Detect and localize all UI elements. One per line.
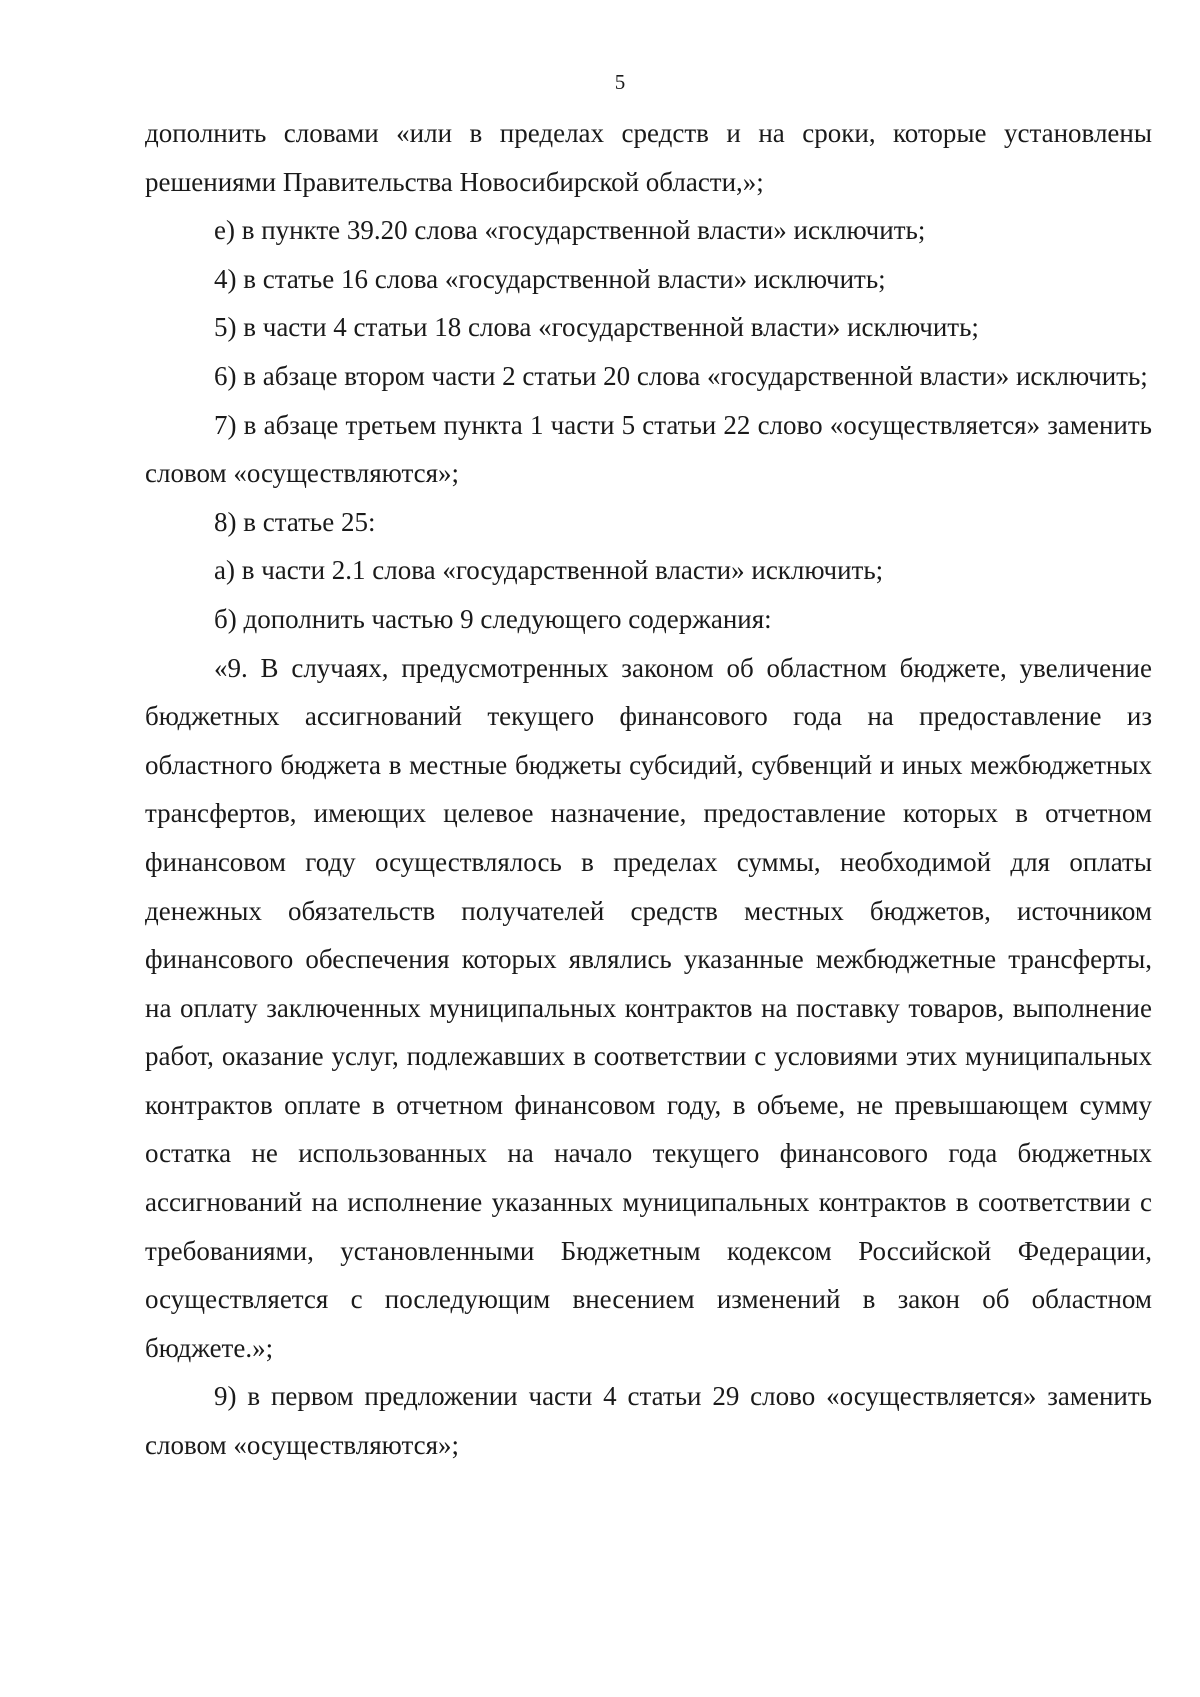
paragraph-item-7: 7) в абзаце третьем пункта 1 части 5 статьи 22 слово «осуществляется» заменить словом «осуществляются»; [145, 409, 1152, 489]
paragraph-item-8: 8) в статье 25: [214, 506, 376, 537]
document-body [145, 109, 1152, 1470]
paragraph-item-5: 5) в части 4 статьи 18 слова «государственной власти» исключить; [214, 312, 979, 343]
paragraph-part-9-text: «9. В случаях, предусмотренных законом об областном бюджете, увеличение бюджетных ассигнований текущего финансового года на предоставление из областного бюджета в местные бюджеты субсидий, субвенций и иных межбюджетных трансфертов, имеющих целевое назначение, предоставление которых в отчетном финансовом году осуществлялось в пределах суммы, необходимой для оплаты денежных обязательств получателей средств местных бюджетов, источником финансового обеспечения которых являлись указанные межбюджетные трансферты, на оплату заключенных муниципальных контрактов на поставку товаров, выполнение работ, оказание услуг, подлежавших в соответствии с условиями этих муниципальных контрактов оплате в отчетном финансовом году, в объеме, не превышающем сумму остатка не использованных на начало текущего финансового года бюджетных ассигнований на исполнение указанных муниципальных контрактов в соответствии с требованиями, установленными Бюджетным кодексом Российской Федерации, осуществляется с последующим внесением изменений в закон об областном бюджете.»; [145, 652, 1152, 1363]
paragraph-continuation: дополнить словами «или в пределах средств и на сроки, которые установлены решениями Правительства Новосибирской области,»; [145, 118, 1152, 197]
paragraph-item-8b: б) дополнить частью 9 следующего содержания: [214, 603, 772, 634]
paragraph-item-e: е) в пункте 39.20 слова «государственной власти» исключить; [214, 215, 926, 246]
page-number: 5 [614, 70, 626, 94]
paragraph-item-8a: а) в части 2.1 слова «государственной власти» исключить; [214, 555, 884, 586]
paragraph-item-6: 6) в абзаце втором части 2 статьи 20 слова «государственной власти» исключить; [214, 360, 1148, 391]
paragraph-item-9: 9) в первом предложении части 4 статьи 29 слово «осуществляется» заменить словом «осуществляются»; [145, 1381, 1152, 1461]
paragraph-item-4: 4) в статье 16 слова «государственной власти» исключить; [214, 263, 886, 294]
